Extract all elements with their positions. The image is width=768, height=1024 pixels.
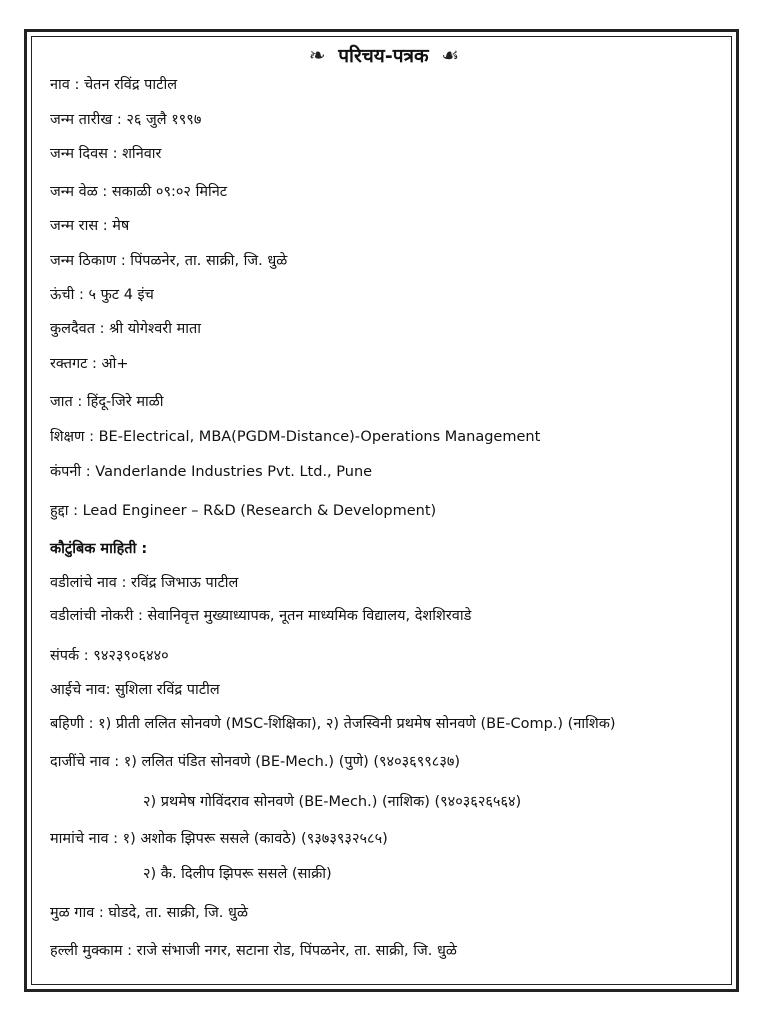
rashi-line: जन्म रास : मेष [50, 218, 130, 234]
sisters-line: बहिणी : १) प्रीती ललित सोनवणे (MSC-शिक्षिका), २) तेजस्विनी प्रथमेष सोनवणे (BE-Comp.) (नाशिक) [50, 716, 616, 732]
ornament-right-icon: ☙ [441, 43, 460, 67]
father-name-line: वडीलांचे नाव : रविंद्र जिभाऊ पाटील [50, 575, 239, 591]
caste-line: जात : हिंदू-जिरे माळी [50, 394, 164, 410]
designation-line: हुद्दा : Lead Engineer – R&D (Research & Development) [50, 503, 437, 519]
contact-line: संपर्क : ९४२३९०६४४० [50, 648, 169, 664]
birth-day-line: जन्म दिवस : शनिवार [50, 146, 162, 162]
brother-in-law-2-line: २) प्रथमेष गोविंदराव सोनवणे (BE-Mech.) (नाशिक) (९४०३६२६५६४) [143, 794, 522, 810]
birth-place-line: जन्म ठिकाण : पिंपळनेर, ता. साक्री, जि. धुळे [50, 253, 288, 269]
document-title [0, 42, 768, 68]
education-line: शिक्षण : BE-Electrical, MBA(PGDM-Distance)-Operations Management [50, 429, 541, 445]
brothers-in-law-line: दाजींचे नाव : १) ललित पंडित सोनवणे (BE-Mech.) (पुणे) (९४०३६९९८३७) [50, 754, 461, 770]
current-address-line: हल्ली मुक्काम : राजे संभाजी नगर, सटाना रोड, पिंपळनेर, ता. साक्री, जि. धुळे [50, 943, 457, 959]
name-line: नाव : चेतन रविंद्र पाटील [50, 77, 178, 93]
company-line: कंपनी : Vanderlande Industries Pvt. Ltd., Pune [50, 464, 373, 480]
family-info-heading: कौटुंबिक माहिती : [50, 541, 148, 557]
native-village-line: मुळ गाव : घोडदे, ता. साक्री, जि. धुळे [50, 905, 248, 921]
mother-name-line: आईचे नाव: सुशिला रविंद्र पाटील [50, 682, 220, 698]
birth-time-line: जन्म वेळ : सकाळी ०९:०२ मिनिट [50, 184, 228, 200]
maternal-uncles-line: मामांचे नाव : १) अशोक झिपरू ससले (कावठे) (९३७३९३२५८५) [50, 831, 388, 847]
ornament-left-icon: ❧ [308, 43, 326, 67]
title-text: परिचय-पत्रक [338, 45, 429, 67]
height-line: ऊंची : ५ फुट 4 इंच [50, 287, 154, 303]
blood-group-line: रक्तगट : ओ+ [50, 356, 129, 372]
birth-date-line: जन्म तारीख : २६ जुलै १९९७ [50, 112, 202, 128]
kuldaivat-line: कुलदैवत : श्री योगेश्वरी माता [50, 321, 202, 337]
father-job-line: वडीलांची नोकरी : सेवानिवृत्त मुख्याध्यापक, नूतन माध्यमिक विद्यालय, देशशिरवाडे [50, 608, 472, 624]
maternal-uncle-2-line: २) कै. दिलीप झिपरू ससले (साक्री) [143, 866, 332, 882]
